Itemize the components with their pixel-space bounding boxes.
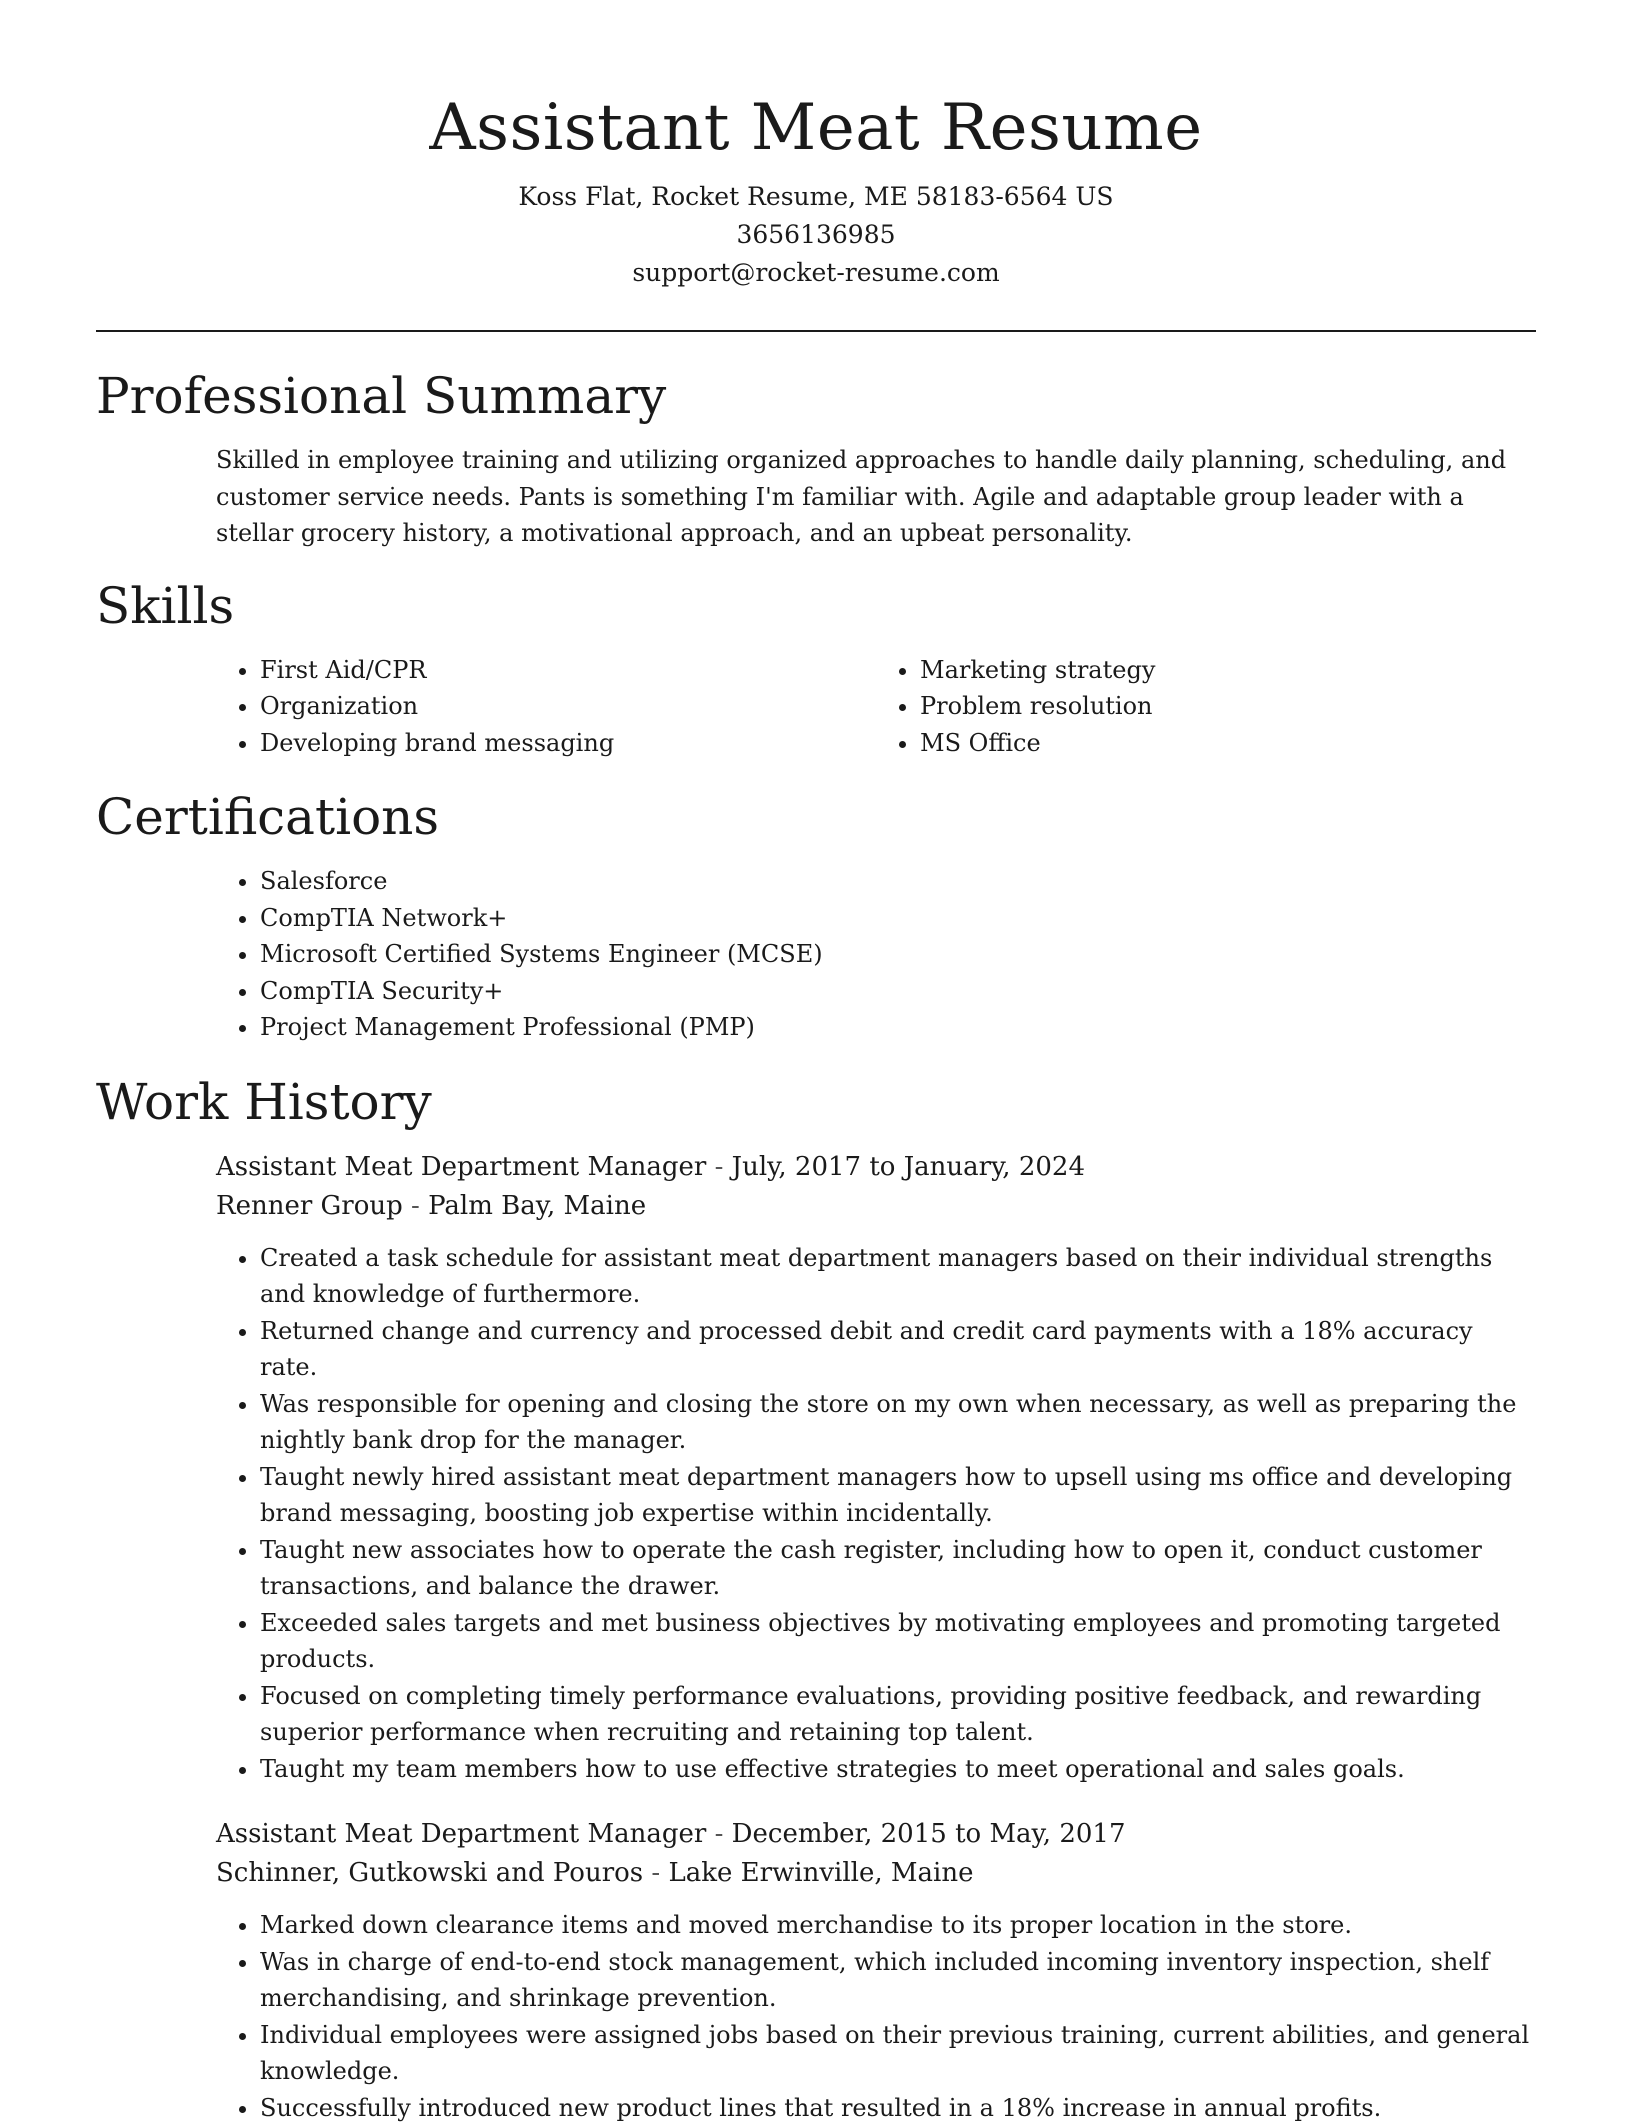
skills-list (216, 652, 1536, 762)
job-location: Palm Bay, Maine (428, 1191, 646, 1221)
job-bullet: • Returned change and currency and processed debit and credit card payments with a 18% accuracy rate. (260, 1313, 1536, 1386)
certification-item: • Microsoft Certified Systems Engineer (MCSE) (260, 936, 1536, 973)
certifications-heading: Certifications (96, 785, 1536, 849)
job-bullet: • Created a task schedule for assistant meat department managers based on their individual strengths and knowledge of furthermore. (260, 1240, 1536, 1313)
header-divider (96, 330, 1536, 332)
address-text: Koss Flat, Rocket Resume, ME 58183-6564 US (96, 178, 1536, 216)
skill-item: • Organization (260, 688, 876, 725)
job-bullet: • Taught new associates how to operate the cash register, including how to open it, conduct customer transactions, and balance the drawer. (260, 1532, 1536, 1605)
resume-header (96, 0, 1536, 292)
job-dates: December, 2015 to May, 2017 (732, 1819, 1126, 1849)
job-separator: - (715, 1152, 724, 1182)
job-title-line (216, 1815, 1536, 1854)
email-text: support@rocket-resume.com (96, 254, 1536, 292)
job-bullet: • Taught my team members how to use effective strategies to meet operational and sales goals. (260, 1751, 1536, 1788)
certifications-section (96, 785, 1536, 1046)
skills-heading: Skills (96, 574, 1536, 638)
skill-item: • First Aid/CPR (260, 652, 876, 689)
job-separator: - (411, 1191, 420, 1221)
phone-text: 3656136985 (96, 216, 1536, 254)
skill-item: • Marketing strategy (920, 652, 1536, 689)
job-bullets (216, 1907, 1536, 2126)
certification-item: • Project Management Professional (PMP) (260, 1009, 1536, 1046)
job-bullet: • Was responsible for opening and closing the store on my own when necessary, as well as preparing the nightly bank drop for the manager. (260, 1386, 1536, 1459)
summary-text: Skilled in employee training and utilizing organized approaches to handle daily planning, scheduling, and customer service needs. Pants is something I'm familiar with. Agile and adaptable group leader with a stellar grocery history, a motivational approach, and an upbeat personality. (216, 442, 1536, 552)
summary-section (96, 364, 1536, 552)
job-bullet: • Successfully introduced new product lines that resulted in a 18% increase in annual profits. (260, 2090, 1536, 2126)
job-bullet: • Was in charge of end-to-end stock management, which included incoming inventory inspection, shelf merchandising, and shrinkage prevention. (260, 1944, 1536, 2017)
job-bullet: • Individual employees were assigned jobs based on their previous training, current abilities, and general knowledge. (260, 2017, 1536, 2090)
job-entry (216, 1815, 1536, 2126)
contact-info (96, 178, 1536, 292)
job-bullets (216, 1240, 1536, 1788)
job-separator: - (715, 1819, 724, 1849)
job-company: Schinner, Gutkowski and Pouros (216, 1858, 643, 1888)
skills-section (96, 574, 1536, 762)
skills-left-column (216, 652, 876, 762)
resume-title: Assistant Meat Resume (96, 88, 1536, 168)
work-history-section (96, 1070, 1536, 2126)
job-separator: - (651, 1858, 660, 1888)
skill-item: • Problem resolution (920, 688, 1536, 725)
certification-item: • CompTIA Security+ (260, 973, 1536, 1010)
job-company-line (216, 1187, 1536, 1226)
job-dates: July, 2017 to January, 2024 (732, 1152, 1085, 1182)
skill-item: • MS Office (920, 725, 1536, 762)
job-company: Renner Group (216, 1191, 403, 1221)
skill-item: • Developing brand messaging (260, 725, 876, 762)
job-bullet: • Exceeded sales targets and met business objectives by motivating employees and promoting targeted products. (260, 1605, 1536, 1678)
certifications-list (216, 863, 1536, 1046)
job-title: Assistant Meat Department Manager (216, 1819, 706, 1849)
skills-right-column (876, 652, 1536, 762)
work-history-heading: Work History (96, 1070, 1536, 1134)
job-location: Lake Erwinville, Maine (668, 1858, 973, 1888)
job-title-line (216, 1148, 1536, 1187)
job-bullet: • Taught newly hired assistant meat department managers how to upsell using ms office and developing brand messaging, boosting job expertise within incidentally. (260, 1459, 1536, 1532)
certification-item: • CompTIA Network+ (260, 900, 1536, 937)
job-bullet: • Marked down clearance items and moved merchandise to its proper location in the store. (260, 1907, 1536, 1944)
job-company-line (216, 1854, 1536, 1893)
job-title: Assistant Meat Department Manager (216, 1152, 706, 1182)
job-entry (216, 1148, 1536, 1788)
summary-heading: Professional Summary (96, 364, 1536, 428)
job-bullet: • Focused on completing timely performance evaluations, providing positive feedback, and rewarding superior performance when recruiting and retaining top talent. (260, 1678, 1536, 1751)
certification-item: • Salesforce (260, 863, 1536, 900)
